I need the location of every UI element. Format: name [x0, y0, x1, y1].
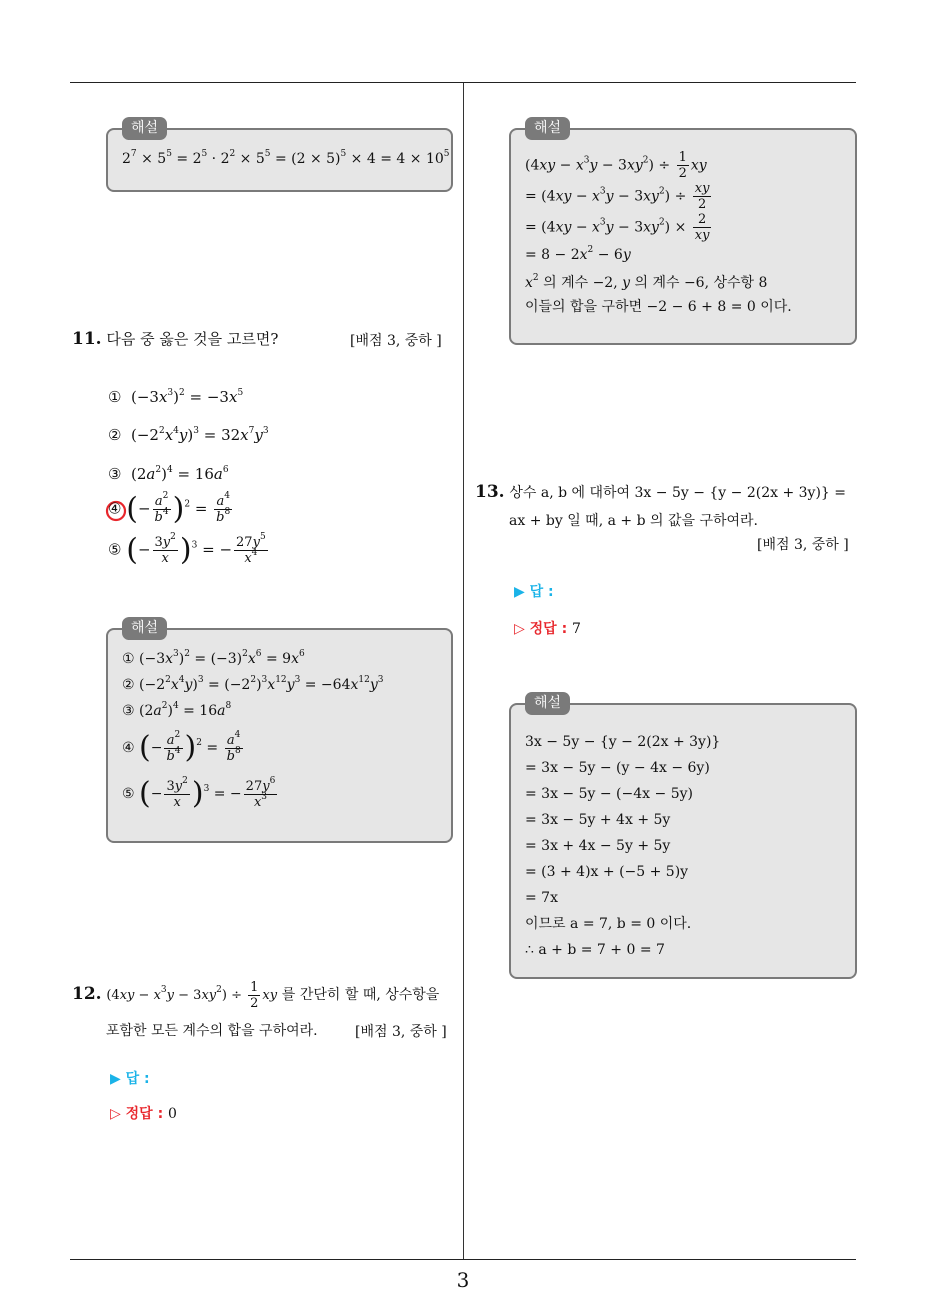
q12-solution-line-1: $(4xy - x^3y - 3xy^2)$ ÷ $\frac{1}{2}$ xy: [525, 150, 707, 181]
q13-correct-answer: [514, 618, 581, 638]
solution-tag: 해설: [122, 117, 167, 140]
q11-marked-choice: ④: [108, 499, 122, 518]
q11-points: [배점 3, 중하 ]: [350, 333, 442, 349]
q12-solution-line-4: = $8 - 2x^2 - 6y$: [525, 245, 631, 263]
q12-text-line2: 포함한 모든 계수의 합을 구하여라.: [106, 1023, 318, 1039]
q11-solution-line-5: ⑤ (− $\frac{3y^2}{x}$ )$^3$ = − $\frac{27y^6}{x^3}$: [122, 775, 276, 811]
q13-text-line1: 상수 a, b 에 대하여 3x − 5y − {y − 2(2x + 3y)} =: [509, 485, 847, 501]
q13-correct-label: ▷ 정답 :: [514, 621, 568, 637]
q12-correct-answer: [110, 1103, 177, 1123]
q12-correct-label: ▷ 정답 :: [110, 1106, 164, 1122]
q11-solution-box: [106, 620, 453, 843]
q11-solution-line-1: ① $(-3x^3)^2 = (-3)^2x^6 = 9x^6$: [122, 649, 305, 667]
q13-number: 13.: [475, 482, 505, 502]
q11-choice-5[interactable]: ⑤ (− $\frac{3y^2}{x}$ )$^3$ = − $\frac{27y^5}{x^4}$: [108, 532, 266, 568]
q12-question: 12. $(4xy - x^3y - 3xy^2)$ ÷ $\frac{1}{2}$ xy 를 간단히 할 때, 상수항을: [72, 980, 440, 1011]
q13-solution-line-7: = 7x: [525, 890, 558, 906]
q13-text-line2: ax + by 일 때, a + b 의 값을 구하여라.: [509, 513, 759, 529]
q12-answer-label[interactable]: ▶ 답 :: [110, 1071, 150, 1087]
q13-solution-line-8: 이므로 a = 7, b = 0 이다.: [525, 916, 692, 932]
q12-solution-line-6: 이들의 합을 구하면 −2 − 6 + 8 = 0 이다.: [525, 299, 792, 315]
solution-tag: 해설: [525, 117, 570, 140]
q11-choice-2[interactable]: ② $(-2^2x^4y)^3 = 32x^7y^3$: [108, 426, 269, 444]
q12-points: [배점 3, 중하 ]: [355, 1024, 447, 1040]
q11-solution-line-3: ③ $(2a^2)^4 = 16a^8$: [122, 701, 232, 719]
q12-solution-line-3: = $(4xy - x^3y - 3xy^2)$ × $\frac{2}{xy}$: [525, 212, 710, 243]
q13-answer-label[interactable]: ▶ 답 :: [514, 584, 554, 600]
q10-solution-line: $2^7 \times 5^5 = 2^5 \cdot 2^2 \times 5^5 = (2 \times 5)^5 \times 4 = 4 \times 10^5$: [122, 149, 450, 167]
q13-points: [배점 3, 중하 ]: [757, 537, 849, 553]
q11-choice-4[interactable]: ④ (− $\frac{a^2}{b^4}$ )$^2$ = $\frac{a^4}{b^8}$: [108, 491, 231, 527]
q13-solution-line-9: ∴ a + b = 7 + 0 = 7: [525, 942, 665, 958]
q13-solution-line-6: = (3 + 4)x + (−5 + 5)y: [525, 864, 689, 880]
q12-correct-value: 0: [168, 1106, 177, 1122]
q13-solution-line-4: = 3x − 5y + 4x + 5y: [525, 812, 671, 828]
q12-text-line1: 를 간단히 할 때, 상수항을: [281, 987, 440, 1003]
q11-question: [72, 328, 278, 349]
q11-choice-3[interactable]: ③ $(2a^2)^4 = 16a^6$: [108, 465, 229, 483]
q12-solution-line-5: $x^2$ 의 계수 −2, y 의 계수 −6, 상수항 8: [525, 273, 768, 291]
solution-tag: 해설: [122, 617, 167, 640]
q11-text: 다음 중 옳은 것을 고르면?: [106, 330, 279, 348]
q13-solution-box: [509, 695, 857, 979]
q13-question: [475, 482, 860, 502]
q10-solution-box: [106, 120, 453, 192]
q11-number: 11.: [72, 329, 102, 349]
q11-solution-line-2: ② $(-2^2x^4y)^3 = (-2^2)^3x^{12}y^3 = -64x^{12}y^3$: [122, 675, 384, 693]
q12-solution-box: [509, 120, 857, 345]
q11-choice-1[interactable]: ① $(-3x^3)^2 = -3x^5$: [108, 388, 244, 406]
q13-solution-line-3: = 3x − 5y − (−4x − 5y): [525, 786, 693, 802]
q12-number: 12.: [72, 984, 102, 1004]
page-number: 3: [456, 1268, 470, 1292]
q13-solution-line-1: 3x − 5y − {y − 2(2x + 3y)}: [525, 734, 721, 750]
q13-solution-line-5: = 3x + 4x − 5y + 5y: [525, 838, 671, 854]
footer-rule: [70, 1259, 856, 1260]
q11-solution-line-4: ④ (− $\frac{a^2}{b^4}$ )$^2$ = $\frac{a^4}{b^8}$: [122, 729, 241, 765]
q12-solution-line-2: = $(4xy - x^3y - 3xy^2)$ ÷ $\frac{xy}{2}$: [525, 181, 710, 212]
solution-tag: 해설: [525, 692, 570, 715]
q13-correct-value: 7: [572, 621, 581, 637]
q13-solution-line-2: = 3x − 5y − (y − 4x − 6y): [525, 760, 710, 776]
column-divider: [463, 83, 464, 1259]
